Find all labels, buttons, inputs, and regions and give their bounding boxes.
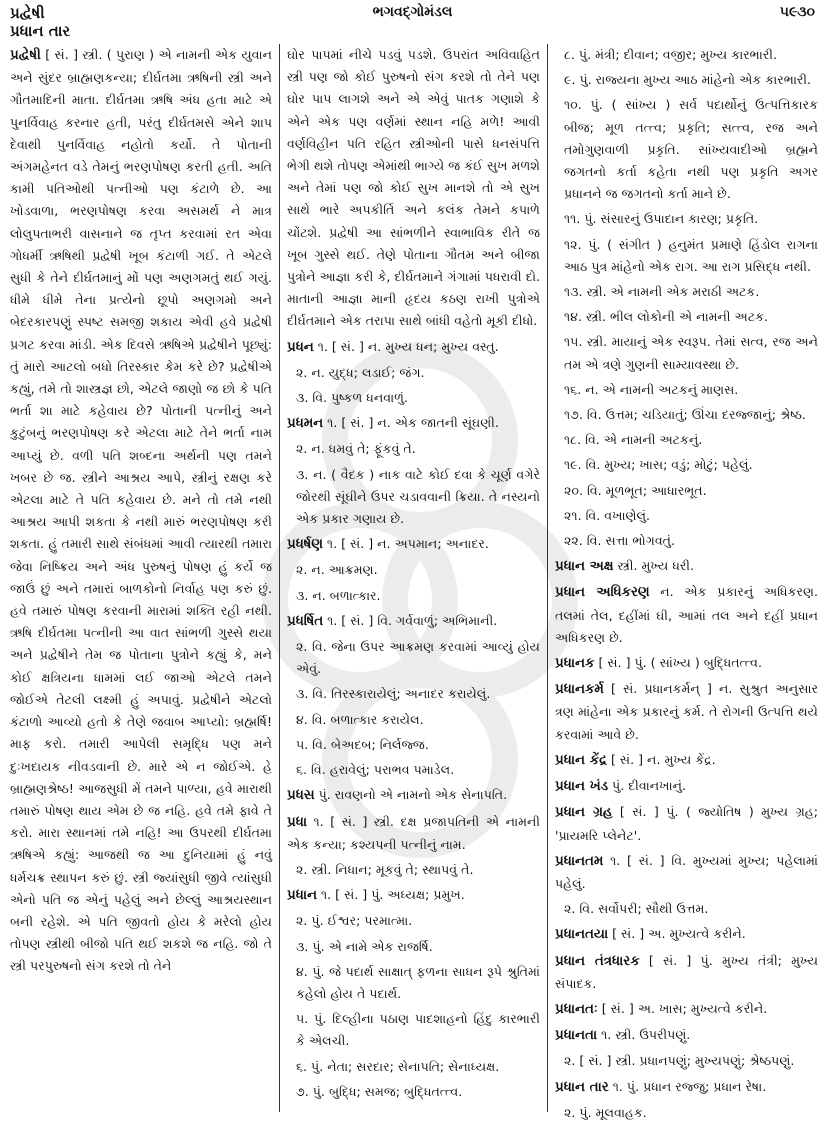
dictionary-entry [555,998,818,1021]
guide-word-left: પ્રદ્વેષી [10,4,45,22]
column-1 [10,44,280,1112]
definition-text: ૧. [ સં. ] ન. મુખ્ય ધન; મુખ્ય વસ્તુ. [313,338,499,354]
book-title: ભગવદ્ગોમંડલ [372,4,453,20]
sense-line: ૩. ન. બળાત્કાર. [296,587,381,603]
sense-line: ૨૨. વિ. સત્તા ભોગવતું. [564,533,676,549]
sense-line: ૧૪. સ્ત્રી. ભીલ લોકોની એ નામની અટક. [564,309,769,325]
headword: પ્રધાન [287,888,317,904]
definition-text: ૧. [ સં. ] ન. અપમાન; અનાદર. [322,536,489,552]
dictionary-entry [10,44,272,978]
sense-line: ૨. પું. ઈશ્વર; પરમાત્મા. [296,913,413,929]
headword: પ્રધર્ષણ [287,537,323,553]
headword: પ્રધાન તંત્રધારક [555,953,640,969]
sense-line: ૬. વિ. હરાવેલું; પરાભવ પમાડેલ. [296,762,455,778]
sense-line: ૧૨. પું. ( સંગીત ) હનુમંત પ્રમાણે હિંડોલ રાગના આઠ પુત્ર માંહેનો એક રાગ. આ રાગ પ્રસિદ્ધ નથી. [564,236,818,274]
dictionary-entry [555,850,818,895]
headword: પ્રદ્વેષી [10,48,41,63]
definition-text: ૧. [ સં. ] ન. એક જાતની સૂંઘણી. [323,415,499,431]
column-2 [280,44,548,1112]
definition-text: પું. દીવાનખાનું. [608,778,686,794]
sense-line: ૩. વિ. પુષ્કળ ધનવાળું. [296,390,408,406]
sense-line: ૫. પું. દિલ્હીના પઠાણ પાદશાહનો હિંદુ કારભારી કે એલચી. [296,1011,540,1049]
definition-text: ૧. [ સં. ] પું. અધ્યક્ષ; પ્રમુખ. [316,887,465,903]
dictionary-entry [555,923,818,946]
headword: પ્રધાન ગ્રહ [555,805,613,821]
definition-text: સ્ત્રી. મુખ્ય ધરી. [613,558,695,574]
definition-text: [ સં. ] અ. મુખ્યત્વે કરીને. [608,926,746,942]
headword: પ્રધાનક [555,656,595,672]
dictionary-columns [10,44,819,1120]
dictionary-entry [555,652,818,675]
dictionary-entry [555,801,818,846]
sense-line: ૪. વિ. બળાત્કાર કરાયેલ. [296,711,424,727]
guide-word-right: પ્રધાન તાર [10,22,71,40]
headword: પ્રધાનતમ [555,853,604,869]
dictionary-entry [287,336,540,359]
sense-line: ૧૧. પું. સંસારનું ઉપાદાન કારણ; પ્રકૃતિ. [564,211,759,227]
sense-line: ૨. પું. મૂલવાહક. [564,1104,647,1120]
sense-line: ૩. ન. ( વૈદક ) નાક વાટે કોઈ દવા કે ચૂર્ણ વગેરે જોરથી સૂંઘીને ઉપર ચડાવવાની ક્રિયા. તે નસ્યનો એક પ્રકાર ગણાય છે. [296,466,540,527]
definition-text: [ સં. ] સ્ત્રી. ( પુરાણ ) એ નામની એક યુવાન અને સુંદર બ્રાહ્મણકન્યા; દીર્ઘતમા ઋષિની સ્ત્રી અને ગૌતમાદિની માતા. દીર્ઘતમા ઋષિ અંધ હતા માટે એ પુનર્વિવાહ કરનાર હતી, પરંતુ દીર્ઘતમસે એને શાપ દેવાથી પુનર્વિવાહ નહોતો કર્યો. તે પોતાની અંગમહેનત વડે તેમનું ભરણપોષણ કરતી હતી. અતિ કામી પતિઓથી પત્નીઓ પણ કંટાળે છે. આ ખોડવાળા, ભરણપોષણ કરવા અસમર્થ ને માત્ર લોલુપતાભરી વાસનાને જ તૃપ્ત કરવામાં રત એવા ગોધર્મી ઋષિથી પ્રદ્વેષી ખૂબ કંટાળી ગઈ. તે એટલે સુધી કે તેને દીર્ઘતમાનું મોં પણ અણગમતું થઈ ગયું. ધીમે ધીમે તેના પ્રત્યેનો છૂપો અણગમો અને બેદરકારપણું સ્પષ્ટ સમજી શકાય એવી હવે પ્રદ્વેષી પ્રગટ કરવા માંડી. એક દિવસે ઋષિએ પ્રદ્વેષીને પૂછ્યું: તું મારો આટલો બધો તિરસ્કાર કેમ કરે છે? પ્રદ્વેષીએ કહ્યું, તમે તો શાસ્ત્રજ્ઞ છો, એટલે જાણો જ છો કે પતિ ભર્તા શા માટે કહેવાય છે? પોતાની પત્નીનું અને કુટુંબનું ભરણપોષણ કરે એટલા માટે તેને ભર્તા નામ આપ્યું છે. વળી પતિ શબ્દના અર્થની પણ તમને ખબર છે જ. સ્ત્રીને આશ્રય આપે, સ્ત્રીનું રક્ષણ કરે એટલા માટે તે પતિ કહેવાય છે. મને તો તમે નથી આશ્રય આપી શકતા કે નથી મારું ભરણપોષણ કરી શકતા. હું તમારી સાથે સંબંધમાં આવી ત્યારથી તમારા જેવા નિષ્ક્રિય અને અંધ પુરુષનું પોષણ હું કર્યે જ જાઉં છું અને તમારાં બાળકોનો નિર્વાહ પણ કરું છું. હવે તમારું પોષણ કરવાની મારામાં શક્તિ રહી નથી. ઋષિ દીર્ઘતમા પત્નીની આ વાત સાંભળી ગુસ્સે થયા અને પ્રદ્વેષીને તેમ જ પોતાના પુત્રોને કહ્યું કે, મને કોઈ ક્ષત્રિયના ધામમાં લઈ જાઓ એટલે તમને જોઈએ તેટલી લક્ષ્મી હું અપાવું. પ્રદ્વેષીને એટલો કંટાળો આવ્યો હતો કે તેણે જવાબ આપ્યો: બ્રહ્મર્ષિ! માફ કરો. તમારી આપેલી સમૃદ્ધિ પણ મને દુઃખદાયક નીવડવાની છે. મારે એ ન જોઈએ. હે બ્રાહ્મણશ્રેષ્ઠ! આજસુધી મેં તમને પાળ્યા, હવે મારાથી તમારું પોષણ થાય એમ છે જ નહિ. હવે તમે ફાવે તે કરો. મારા સ્થાનમાં તમે નહિ! આ ઉપરથી દીર્ઘતમા ઋષિએ કહ્યું: આજથી જ આ દુનિયામાં હું નવું ધર્મચક્ર સ્થાપન કરું છું. સ્ત્રી જ્યાંસુધી જીવે ત્યાંસુધી એનો પતિ જ એનું પહેલું અને છેલ્લું આશ્રયસ્થાન બની રહેશે. એ પતિ જીવતો હોય કે મરેલો હોય તોપણ સ્ત્રીથી બીજો પતિ થઈ શકશે જ નહિ. જો તે સ્ત્રી પરપુરુષનો સંગ કરશે તો તેને [10,47,272,974]
definition-text: ન. એક પ્રકારનું અધિકરણ. તલમાં તેલ, દહીંમાં ઘી, આમાં તલ અને દહીં પ્રધાન અધિકરણ છે. [555,584,818,645]
headword: પ્રધમન [287,416,324,432]
definition-text: ૧. સ્ત્રી. ઉપરીપણું. [597,1027,691,1043]
headword: પ્રધાનતઃ [555,1001,598,1017]
headword: પ્રધાનકર્મ [555,682,604,698]
dictionary-entry [555,1076,818,1099]
sense-line: ૨૦. વિ. મૂળભૂત; આધારભૂત. [564,482,707,498]
headword: પ્રધાન ખંડ [555,779,609,795]
headword: પ્રધાન અક્ષ [555,559,614,575]
sense-line: ૧૩. સ્ત્રી. એ નામની એક મરાઠી અટક. [564,284,760,300]
definition-text: [ સં. ] પું. ( જ્યોતિષ ) મુખ્ય ગ્રહ; 'પ્રાયમરિ પ્લેનેટ'. [555,804,818,843]
dictionary-entry [555,581,818,649]
sense-line: ૪. પું. જે પદાર્થ સાક્ષાત્ ફળના સાધન રૂપે શ્રુતિમાં કહેલો હોય તે પદાર્થ. [296,963,540,1001]
headword: પ્રધાન તાર [555,1079,609,1095]
headword: પ્રધાનતા [555,1028,598,1044]
headword: પ્રધાન કેંદ્ર [555,752,608,768]
sense-line: ૭. પું. બુદ્ધિ; સમજ; બુદ્ધિતત્ત્વ. [296,1083,463,1099]
dictionary-entry [555,775,818,798]
sense-line: ૨. ન. યુદ્ધ; લડાઈ; જંગ. [296,364,425,380]
definition-text: [ સં. ] ન. મુખ્ય કેંદ્ર. [607,751,716,767]
headword: પ્રધાન અધિકરણ [555,585,650,601]
sense-line: ૨. ન. આક્રમણ. [296,562,378,578]
sense-line: ૩. વિ. તિરસ્કારાયેલું; અનાદર કરાયેલું. [296,686,491,702]
definition-text: [ સં. ] પું. મુખ્ય તંત્રી; મુખ્ય સંપાદક. [555,952,819,991]
dictionary-entry [287,784,540,807]
sense-line: ૨. ન. ધમવું તે; ફૂંકવું તે. [296,441,416,457]
headword: પ્રધર્ષિત [287,613,324,629]
definition-text: ૧. પું. પ્રધાન રજ્જુ; પ્રધાન રેષા. [608,1078,767,1094]
sense-line: ૧૬. ન. એ નામની અટકનું માણસ. [564,381,739,397]
definition-text: ૧. [ સં. ] વિ. ગર્વવાળું; અભિમાની. [323,612,498,628]
headword: પ્રધા [287,814,308,830]
dictionary-entry [555,555,818,578]
sense-line: ૧૭. વિ. ઉત્તમ; ચડિયાતું; ઊંચા દરજ્જાનું; શ્રેષ્ઠ. [564,407,806,423]
headword: પ્રધાનતયા [555,927,609,943]
dictionary-entry [287,811,540,856]
sense-line: ૧૮. વિ. એ નામની અટકનું. [564,432,703,448]
running-head [10,4,815,24]
definition-text: [ સં. ] પું. ( સાંખ્ય ) બુદ્ધિતત્ત્વ. [594,655,763,671]
headword: પ્રધસ [287,788,315,804]
sense-line: ૨. [ સં. ] સ્ત્રી. પ્રધાનપણું; મુખ્યપણું; શ્રેષ્ઠપણું. [564,1053,795,1069]
sense-line: ૨. વિ. સર્વોપરી; સૌથી ઉત્તમ. [564,901,709,917]
sense-line: ૯. પું. રાજ્યના મુખ્ય આઠ માંહેનો એક કારભારી. [564,72,812,88]
page-number: ૫૯૩૦ [779,4,815,20]
dictionary-entry [287,412,540,435]
sense-line: ૫. વિ. બેઅદબ; નિર્લજ્જ. [296,736,429,752]
definition-text: [ સં. ] અ. ખાસ; મુખ્યત્વે કરીને. [597,1000,768,1016]
continued-text: ઘોર પાપમાં નીચે પડવું પડશે. ઉપરાંત અવિવાહિત સ્ત્રી પણ જો કોઈ પુરુષનો સંગ કરશે તો તેને પણ ઘોર પાપ લાગશે અને એ એવું પાતક ગણાશે કે એને એક પણ વર્ણમાં સ્થાન નહિ મળે! આવી વર્ણવિહીન પતિ રહિત સ્ત્રીઓની પાસે ધનસંપત્તિ ભેગી થશે તોપણ એમાંથી ભાગ્યે જ કંઈ સુખ મળશે અને તેમાં પણ જો કોઈ સુખ માનશે તો એ સુખ સાથે ભારે અપકીર્તિ અને કલંક તેમને કપાળે ચોંટશે. પ્રદ્વેષી આ સાંભળીને સ્વાભાવિક રીતે જ ખૂબ ગુસ્સે થઈ. તેણે પોતાના ગૌતમ અને બીજા પુત્રોને આજ્ઞા કરી કે, દીર્ઘતમાને ગંગામાં પધરાવી દો. માતાની આજ્ઞા માની હૃદય કઠણ રાખી પુત્રોએ દીર્ઘતમાને એક તરાપા સાથે બાંધી વહેતો મૂકી દીધો. [287,47,540,329]
dictionary-entry [287,884,540,907]
headword: પ્રધન [287,339,314,355]
dictionary-entry [287,610,540,633]
definition-text: ૧. [ સં. ] સ્ત્રી. દક્ષ પ્રજાપતિની એ નામની એક કન્યા; કશ્યપની પત્નીનું નામ. [287,813,540,852]
sense-line: ૬. પું. નેતા; સરદાર; સેનાપતિ; સેનાધ્યક્ષ. [296,1058,500,1074]
sense-line: ૩. પું. એ નામે એક રાજર્ષિ. [296,938,433,954]
sense-line: ૨. વિ. જેના ઉપર આક્રમણ કરવામાં આવ્યું હોય એવું. [296,639,540,677]
sense-line: ૧૫. સ્ત્રી. માયાનું એક સ્વરૂપ. તેમાં સત્વ, રજ અને તમ એ ત્રણે ગુણની સામ્યાવસ્થા છે. [564,334,818,372]
dictionary-entry [555,749,818,772]
definition-text: પું. રાવણનો એ નામનો એક સેનાપતિ. [314,787,508,803]
definition-text: ૧. [ સં. ] વિ. મુખ્યમાં મુખ્ય; પહેલામાં પહેલું. [555,852,818,891]
dictionary-entry [555,1024,818,1047]
dictionary-entry [555,950,818,995]
dictionary-entry [555,678,818,746]
sense-line: ૧૦. પું. ( સાંખ્ય ) સર્વ પદાર્થોનું ઉત્પત્તિકારક બીજ; મૂળ તત્ત્વ; પ્રકૃતિ; સત્ત્વ, રજ અને તમોગુણવાળી પ્રકૃતિ. સાંખ્યવાદીઓ બ્રહ્મને જગતનો કર્તા કહેતા નથી પણ પ્રકૃતિ અગર પ્રધાનને જ જગતનો કર્તા માને છે. [564,97,818,202]
sense-line: ૨. સ્ત્રી. નિધાન; મૂકવું તે; સ્થાપવું તે. [296,861,474,877]
definition-text: [ સં. પ્રધાનકર્મન્ ] ન. સુશ્રુત અનુસાર ત્રણ માંહેના એક પ્રકારનું કર્મ. તે રોગની ઉત્પત્તિ થયે કરવામાં આવે છે. [555,681,818,742]
column-3 [548,44,819,1120]
sense-line: ૨૧. વિ. વખાણેલું. [564,507,651,523]
sense-line: ૮. પું. મંત્રી; દીવાન; વજીર; મુખ્ય કારભારી. [564,47,777,62]
sense-line: ૧૯. વિ. મુખ્ય; ખાસ; વડું; મોટું; પહેલું. [564,457,753,473]
dictionary-entry [287,533,540,556]
